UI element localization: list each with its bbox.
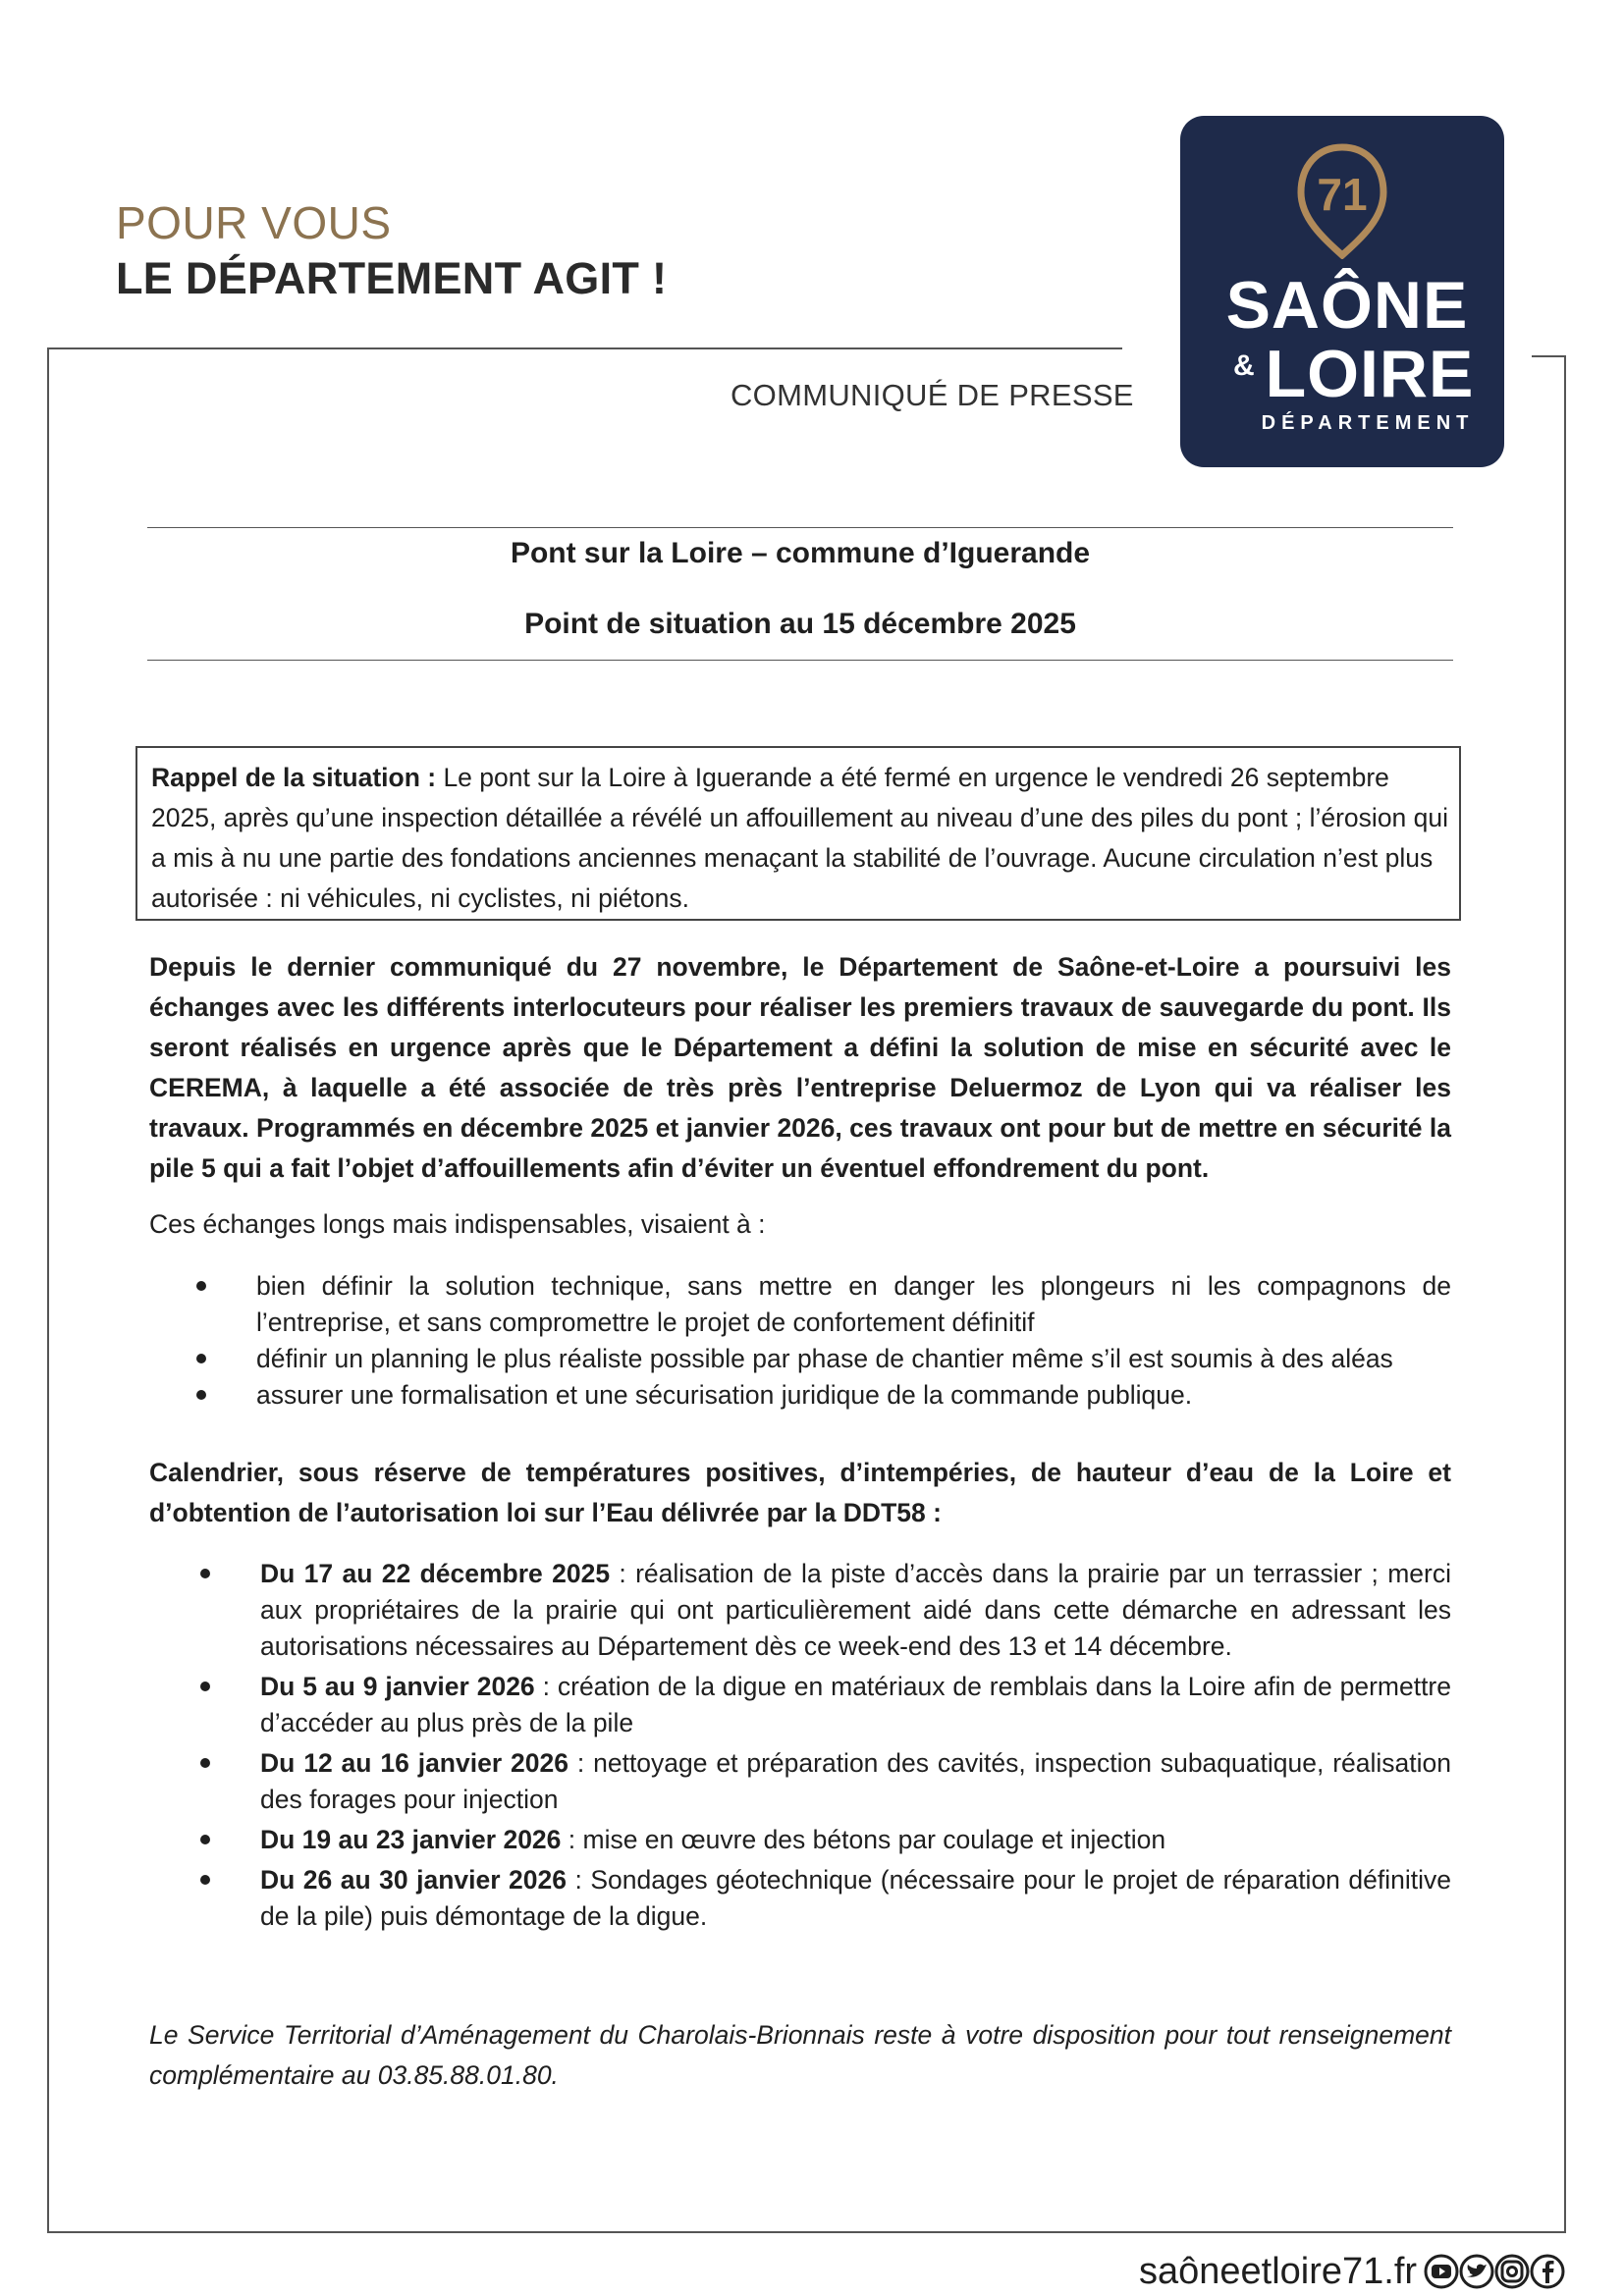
frame-bottom-border [47,2231,1566,2233]
bullet-icon [196,1390,206,1400]
intro-paragraph: Depuis le dernier communiqué du 27 novembre, le Département de Saône-et-Loire a poursuivi les échanges avec les différents interlocuteurs pour réaliser les premiers travaux de sauvegarde du pont. Ils seront réalisés en urgence après que le Département a défini la solution de mise en sécurité avec le CEREMA, à laquelle a été associée de très près l’entreprise Deluermoz de Lyon qui va réaliser les travaux. Programmés en décembre 2025 et janvier 2026, ces travaux ont pour but de mettre en sécurité la pile 5 qui a fait l’objet d’affouillements afin d’éviter un éventuel effondrement du pont. [149,952,1451,1183]
title-bottom-rule [147,660,1453,661]
emblem-number: 71 [1317,169,1368,220]
department-logo [1180,116,1504,467]
situation-reminder [151,758,1449,919]
list-item: Du 19 au 23 janvier 2026 : mise en œuvre des bétons par coulage et injection [206,1822,1451,1858]
youtube-icon[interactable] [1426,2256,1457,2287]
twitter-icon[interactable] [1461,2256,1492,2287]
reminder-text: Le pont sur la Loire à Iguerande a été fermé en urgence le vendredi 26 septembre 2025, après qu’une inspection détaillée a révélé un affouillement au niveau d’une des piles du pont ; l’érosion qui a mis à nu une partie des fondations anciennes menaçant la stabilité de l’ouvrage. Aucune circulation n’est plus autorisée : ni véhicules, ni cyclistes, ni piétons. [151,763,1449,913]
frame-right-border [1564,355,1566,2232]
situation-reminder-box [135,746,1461,921]
title-top-rule [147,527,1453,528]
tagline-line1: POUR VOUS [116,197,392,248]
list-item: Du 17 au 22 décembre 2025 : réalisation de la piste d’accès dans la prairie par un terrassier ; merci aux propriétaires de la prairie qui ont particulièrement aidé dans cette démarche en adressant les autorisations nécessaires au Département dès ce week-end des 13 et 14 décembre. [206,1556,1451,1665]
document-title: Pont sur la Loire – commune d’Iguerande [510,537,1091,569]
instagram-icon[interactable] [1496,2256,1528,2287]
list-item: définir un planning le plus réaliste possible par phase de chantier même s’il est soumis à des aléas [202,1341,1451,1377]
bullet-icon [200,1875,210,1885]
list-item: assurer une formalisation et une sécurisation juridique de la commande publique. [202,1377,1451,1414]
frame-left-border [47,347,49,2232]
list-item: Du 26 au 30 janvier 2026 : Sondages géotechnique (nécessaire pour le projet de réparation définitive de la pile) puis démontage de la digue. [206,1862,1451,1935]
bullet-icon [200,1835,210,1844]
logo-ampersand: & [1233,349,1255,382]
bullet-icon [196,1281,206,1291]
calendar-list [206,1556,1451,1935]
facebook-icon[interactable] [1532,2256,1563,2287]
exchanges-lead: Ces échanges longs mais indispensables, visaient à : [149,1209,766,1239]
calendar-lead: Calendrier, sous réserve de températures positives, d’intempéries, de hauteur d’eau de la Loire et d’obtention de l’autorisation loi sur l’Eau délivrée par la DDT58 : [149,1458,1451,1527]
logo-name-line2: LOIRE [1265,337,1475,411]
bullet-icon [196,1354,206,1363]
reminder-label: Rappel de la situation : [151,763,437,792]
exchanges-list [202,1268,1451,1414]
list-item: bien définir la solution technique, sans mettre en danger les plongeurs ni les compagnons de l’entreprise, et sans compromettre le projet de confortement définitif [202,1268,1451,1341]
document-subtitle: Point de situation au 15 décembre 2025 [524,608,1076,640]
list-item: Du 12 au 16 janvier 2026 : nettoyage et préparation des cavités, inspection subaquatique, réalisation des forages pour injection [206,1745,1451,1818]
list-item: Du 5 au 9 janvier 2026 : création de la digue en matériaux de remblais dans la Loire afin de permettre d’accéder au plus près de la pile [206,1669,1451,1741]
press-release-label: COMMUNIQUÉ DE PRESSE [731,378,1134,412]
closing-paragraph: Le Service Territorial d’Aménagement du Charolais-Brionnais reste à votre disposition pour tout renseignement complémentaire au 03.85.88.01.80. [149,2020,1451,2090]
bullet-icon [200,1758,210,1768]
website-link[interactable]: saôneetloire71.fr [1139,2251,1418,2292]
frame-top-border [47,347,1122,349]
social-icons [1424,2251,1566,2292]
logo-subtitle: DÉPARTEMENT [1261,412,1475,434]
bullet-icon [200,1569,210,1578]
frame-right-cap [1532,355,1566,357]
tagline-line2: LE DÉPARTEMENT AGIT ! [116,253,668,303]
emblem-71-icon [1293,143,1391,259]
bullet-icon [200,1682,210,1691]
logo-name-line1: SAÔNE [1225,268,1469,343]
